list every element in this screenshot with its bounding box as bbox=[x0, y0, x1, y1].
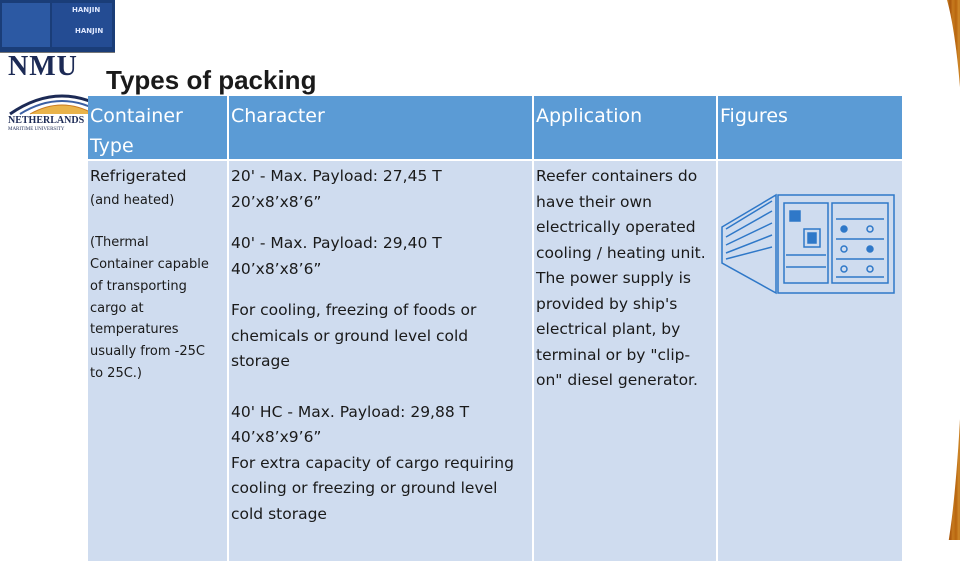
container-block bbox=[2, 3, 50, 47]
cell-figures bbox=[718, 161, 902, 561]
photo-text: HANJIN bbox=[75, 27, 104, 35]
wave-shape bbox=[905, 0, 960, 540]
logo-subtitle: MARITIME UNIVERSITY bbox=[8, 127, 65, 132]
header-character: Character bbox=[229, 96, 532, 159]
decorative-side-band bbox=[905, 0, 960, 540]
container-photo bbox=[0, 0, 115, 53]
cell-character bbox=[229, 161, 532, 561]
cell-container-type bbox=[88, 161, 227, 561]
type-main: Refrigerated bbox=[90, 167, 187, 185]
slide-title: Types of packing bbox=[106, 65, 317, 95]
character-20ft: 20' - Max. Payload: 27,45 T 20’x8’x8’6” bbox=[231, 167, 442, 211]
header-application: Application bbox=[534, 96, 716, 159]
character-usage: For cooling, freezing of foods or chemicals or ground level cold storage bbox=[231, 301, 477, 370]
photo-text: HANJIN bbox=[72, 6, 101, 14]
cell-application: Reefer containers do have their own electrically operated cooling / heating unit. The power supply is provided by ship's electrical plant, by terminal or by "clip- on" diesel generator. bbox=[534, 161, 716, 561]
type-sub: (and heated) bbox=[90, 192, 175, 208]
packing-table bbox=[88, 96, 902, 556]
logo-name: NETHERLANDS bbox=[8, 115, 85, 126]
header-figures: Figures bbox=[718, 96, 902, 159]
header-container-type: Container Type bbox=[88, 96, 227, 159]
character-40ft: 40' - Max. Payload: 29,40 T 40’x8’x8’6” bbox=[231, 234, 442, 278]
character-40ft-hc: 40' HC - Max. Payload: 29,88 T 40’x8’x9’6” For extra capacity of cargo requiring cooling or freezing or ground level cold storage bbox=[231, 402, 514, 523]
type-description: (Thermal Container capable of transporting cargo at temperatures usually from -25C to 25C.) bbox=[90, 235, 209, 382]
logo-abbr: NMU bbox=[8, 51, 78, 82]
reefer-container-drawing-icon bbox=[720, 189, 902, 297]
